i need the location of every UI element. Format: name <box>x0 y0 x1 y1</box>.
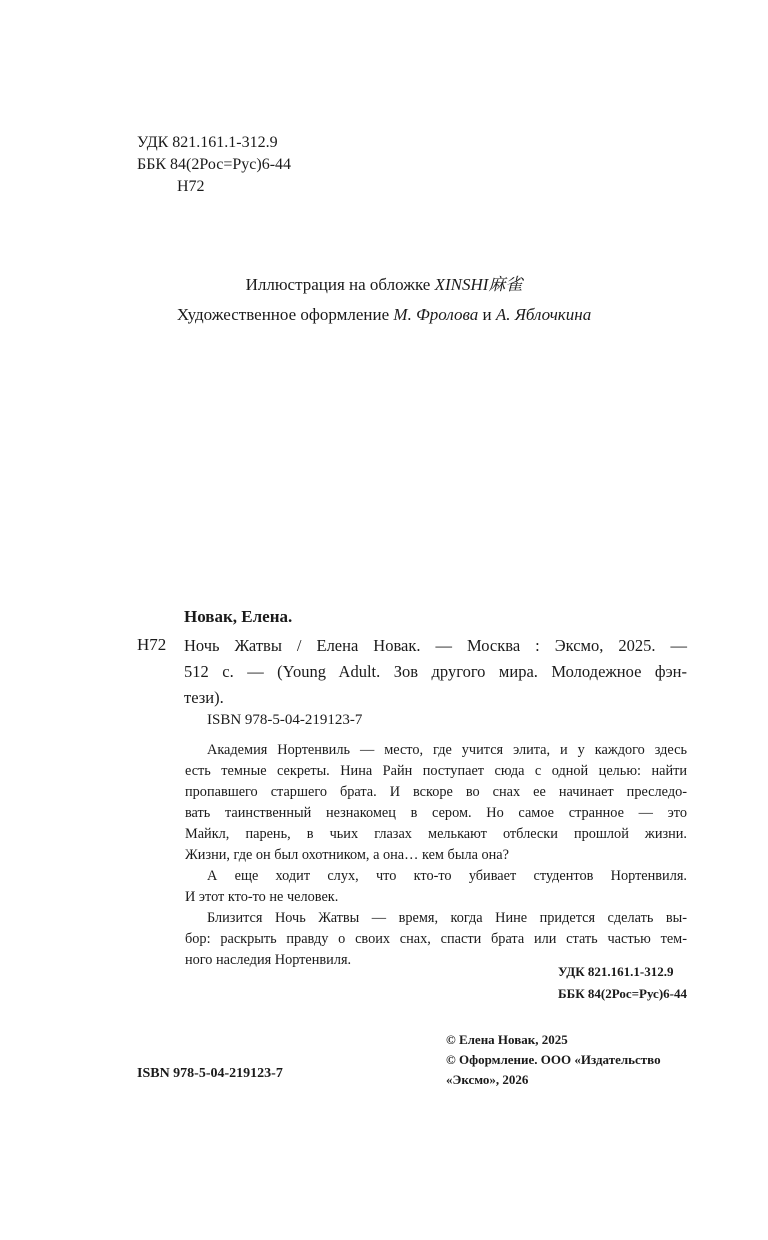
design-artist-2: А. Яблочкина <box>495 305 592 324</box>
copyright-line: © Елена Новак, 2025 <box>446 1032 568 1047</box>
classification-codes <box>137 132 291 198</box>
bibliographic-line: Ночь Жатвы / Елена Новак. — Москва : Эксмо, 2025. — <box>184 636 687 655</box>
udk-code: УДК 821.161.1-312.9 <box>137 134 278 151</box>
annotation-line: бор: раскрыть правду о своих снах, спасти брата или стать частью тем- <box>185 931 687 947</box>
copyright-notice <box>446 1030 661 1090</box>
credits <box>0 270 768 330</box>
annotation-line: Жизни, где он был охотником, а она… кем была она? <box>185 847 509 863</box>
bbk-code: ББК 84(2Рос=Рус)6-44 <box>137 156 292 173</box>
annotation-line: вать таинственный незнакомец в сером. Но самое странное — это <box>185 805 687 821</box>
author-name: Новак, Елена. <box>184 607 293 626</box>
annotation-line: А еще ходит слух, что кто-то убивает студентов Нортенвиля. <box>207 868 687 884</box>
annotation-line: ного наследия Нортенвиля. <box>185 952 352 968</box>
annotation-line: Академия Нортенвиль — место, где учится элита, и у каждого здесь <box>207 742 687 758</box>
cutter-code: Н72 <box>177 178 205 195</box>
bibliographic-description <box>184 633 687 711</box>
bibliographic-line: тези). <box>184 688 224 707</box>
entry-cutter: Н72 <box>137 635 167 654</box>
design-prefix: Художественное оформление <box>176 305 394 324</box>
annotation-line: Близится Ночь Жатвы — время, когда Нине придется сделать вы- <box>207 910 687 926</box>
illustration-prefix: Иллюстрация на обложке <box>245 275 435 294</box>
footer-classification <box>558 961 687 1005</box>
annotation-line: пропавшего старшего брата. И вскоре во снах ее начинает преследо- <box>185 784 687 800</box>
footer-bbk: ББК 84(2Рос=Рус)6-44 <box>558 986 687 1001</box>
bibliographic-line: 512 с. — (Young Adult. Зов другого мира. Молодежное фэн- <box>184 662 687 681</box>
copyright-line: «Эксмо», 2026 <box>446 1072 529 1087</box>
annotation <box>185 740 687 971</box>
footer-udk: УДК 821.161.1-312.9 <box>558 964 674 979</box>
annotation-line: Майкл, парень, в чьих глазах мелькают отблески прошлой жизни. <box>185 826 687 842</box>
copyright-line: © Оформление. ООО «Издательство <box>446 1052 661 1067</box>
entry-isbn: ISBN 978-5-04-219123-7 <box>207 712 363 728</box>
illustration-credit <box>0 270 768 300</box>
design-credit <box>0 300 768 330</box>
footer-isbn: ISBN 978-5-04-219123-7 <box>137 1066 283 1081</box>
annotation-line: есть темные секреты. Нина Райн поступает сюда с одной целью: найти <box>185 763 687 779</box>
design-conjunction: и <box>478 305 496 324</box>
design-artist-1: М. Фролова <box>393 305 479 324</box>
illustration-artist: XINSHI麻雀 <box>434 275 523 294</box>
annotation-line: И этот кто-то не человек. <box>185 889 339 905</box>
